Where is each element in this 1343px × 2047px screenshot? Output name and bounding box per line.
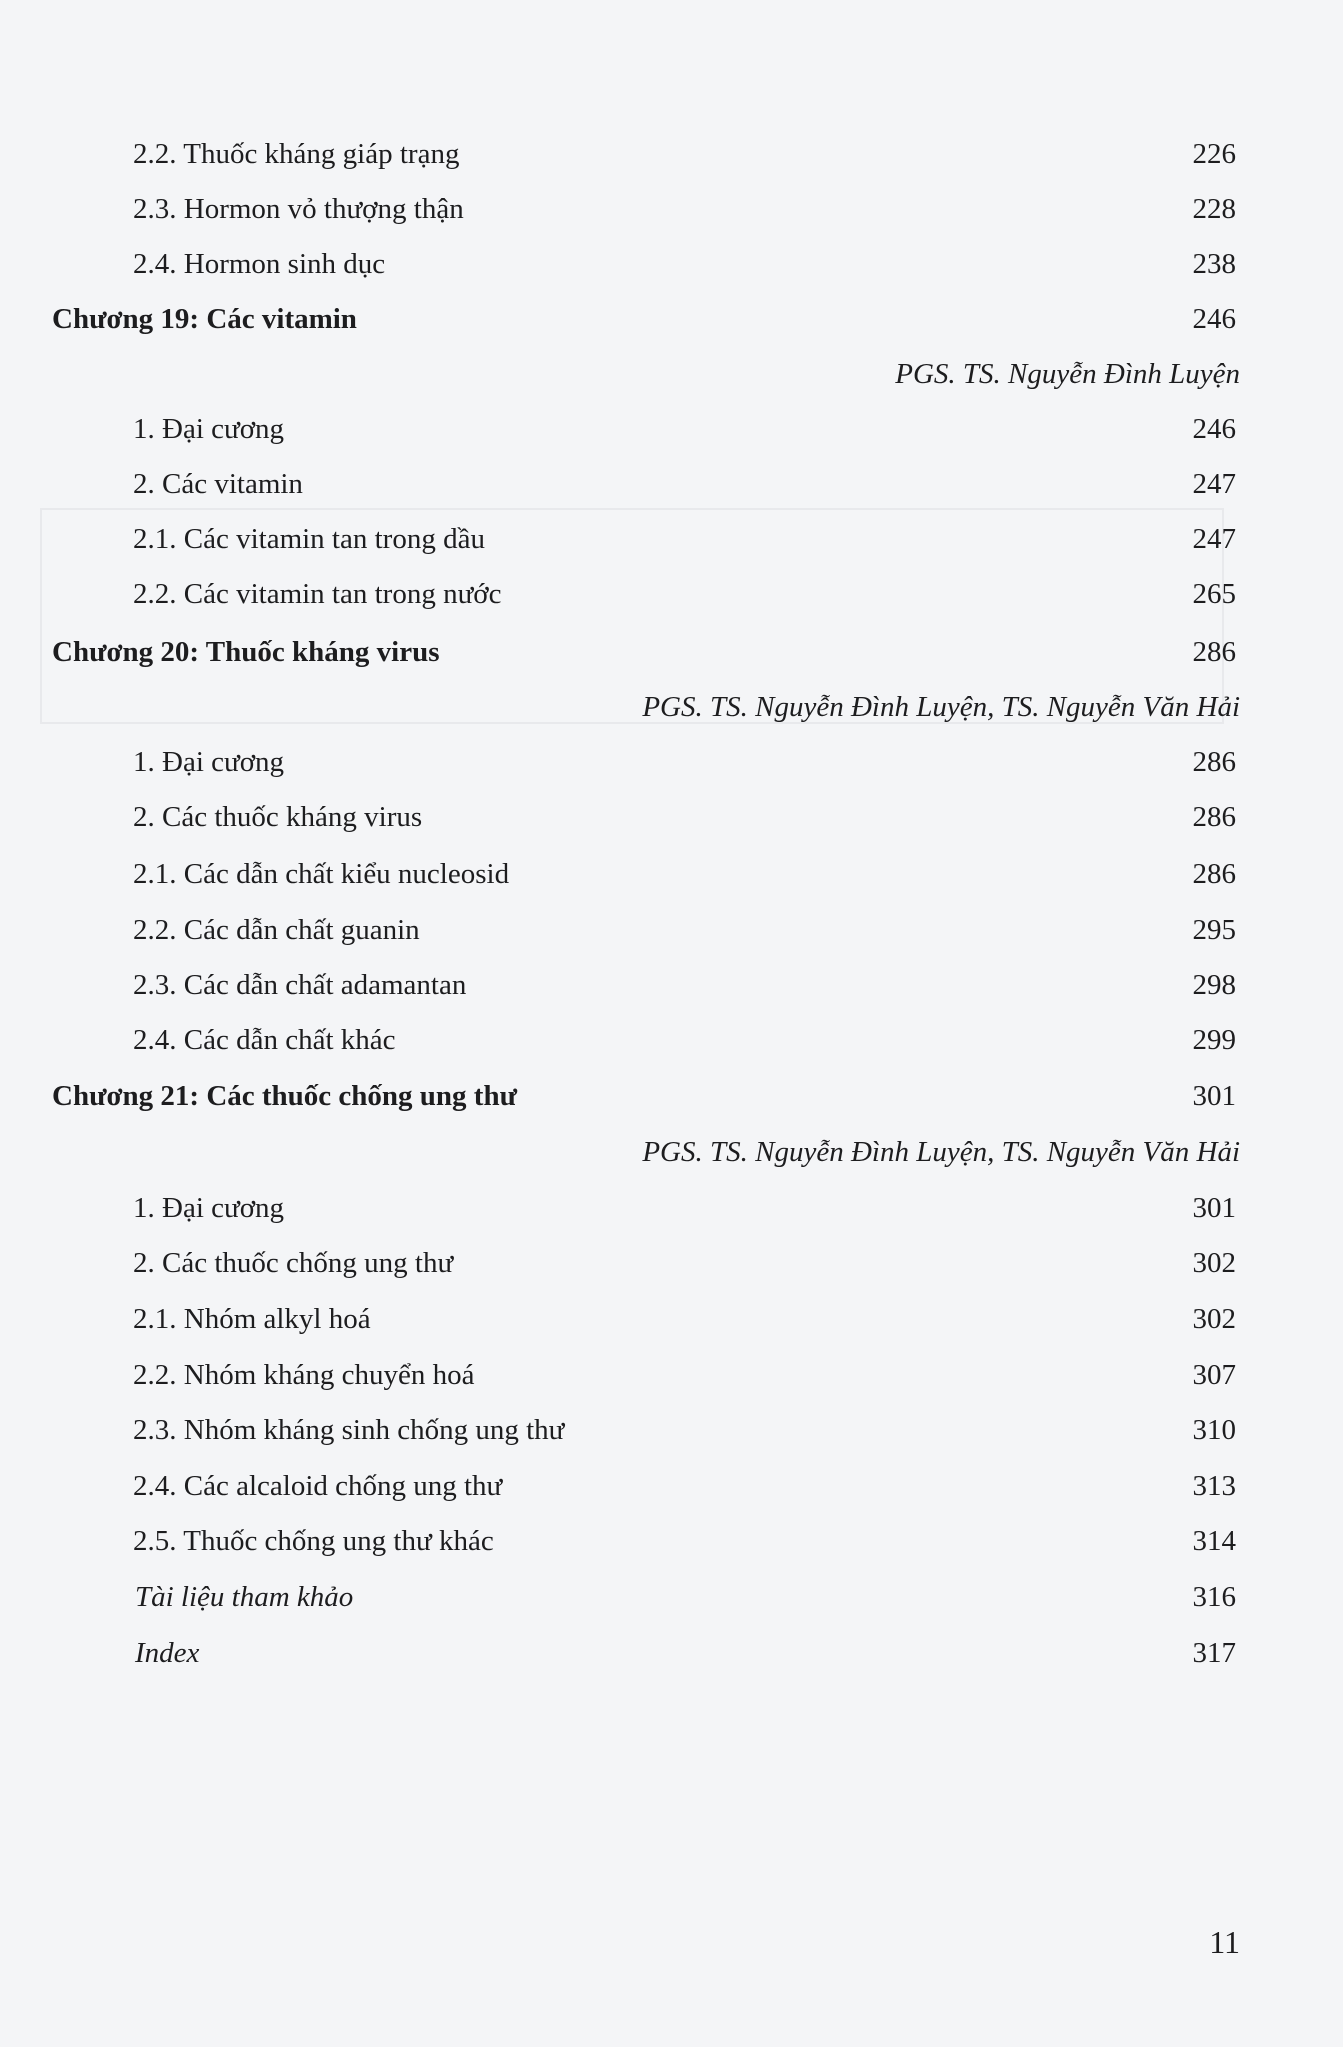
toc-entry-label: Chương 21: Các thuốc chống ung thư: [52, 1080, 517, 1112]
toc-entry-label: 2.1. Nhóm alkyl hoá: [133, 1303, 371, 1335]
toc-entry-label: 2.4. Các alcaloid chống ung thư: [133, 1470, 503, 1502]
toc-entry-index: [0, 1625, 1343, 1681]
toc-entry-page: 286: [1192, 746, 1236, 778]
toc-entry: [0, 846, 1343, 902]
toc-entry-label: 2.2. Các vitamin tan trong nước: [133, 578, 502, 610]
toc-entry: [0, 456, 1343, 512]
toc-entry-page: 302: [1192, 1303, 1236, 1335]
toc-entry: [0, 1012, 1343, 1068]
toc-entry: [0, 1291, 1343, 1347]
toc-entry-page: 295: [1192, 914, 1236, 946]
toc-entry-page: 246: [1192, 303, 1236, 335]
toc-entry-label: 1. Đại cương: [133, 746, 285, 778]
toc-entry: [0, 401, 1343, 457]
toc-entry-page: 238: [1192, 248, 1236, 280]
toc-entry-label: 2.1. Các vitamin tan trong dầu: [133, 523, 485, 555]
toc-entry-label: 2.2. Các dẫn chất guanin: [133, 914, 420, 946]
toc-entry-label: 2.5. Thuốc chống ung thư khác: [133, 1525, 494, 1557]
toc-chapter-heading: [0, 624, 1343, 680]
toc-entry-page: 302: [1192, 1247, 1236, 1279]
toc-entry-label: Index: [135, 1637, 200, 1669]
page-number: 11: [1209, 1924, 1240, 1960]
toc-entry-page: 247: [1192, 523, 1236, 555]
toc-entry: [0, 566, 1343, 622]
toc-entry-references: [0, 1569, 1343, 1625]
toc-entry-page: 286: [1192, 858, 1236, 890]
toc-entry-label: 2. Các vitamin: [133, 468, 303, 500]
toc-entry-page: 298: [1192, 969, 1236, 1001]
toc-entry: [0, 1235, 1343, 1291]
toc-entry-page: 301: [1192, 1080, 1236, 1112]
toc-entry: [0, 236, 1343, 292]
toc-entry-page: 247: [1192, 468, 1236, 500]
toc-entry-page: 226: [1192, 138, 1236, 170]
toc-entry: [0, 126, 1343, 182]
toc-entry-page: 313: [1192, 1470, 1236, 1502]
toc-entry-label: 2.2. Nhóm kháng chuyển hoá: [133, 1359, 475, 1391]
toc-entry: [0, 1458, 1343, 1514]
chapter-author: PGS. TS. Nguyễn Đình Luyện: [895, 358, 1240, 390]
toc-entry-page: 317: [1192, 1637, 1236, 1669]
toc-entry: [0, 1402, 1343, 1458]
toc-entry-label: 2. Các thuốc kháng virus: [133, 801, 423, 833]
toc-entry-label: 2. Các thuốc chống ung thư: [133, 1247, 454, 1279]
toc-entry: [0, 789, 1343, 845]
toc-entry-label: 2.4. Hormon sinh dục: [133, 248, 386, 280]
toc-chapter-heading: [0, 291, 1343, 347]
toc-entry-page: 299: [1192, 1024, 1236, 1056]
toc-entry-page: 307: [1192, 1359, 1236, 1391]
toc-entry-page: 246: [1192, 413, 1236, 445]
toc-entry-label: 2.2. Thuốc kháng giáp trạng: [133, 138, 460, 170]
chapter-author: PGS. TS. Nguyễn Đình Luyện, TS. Nguyễn Văn Hải: [642, 691, 1240, 723]
toc-chapter-heading: [0, 1068, 1343, 1124]
toc-entry: [0, 1347, 1343, 1403]
toc-entry-page: 265: [1192, 578, 1236, 610]
toc-entry: [0, 511, 1343, 567]
toc-entry-page: 310: [1192, 1414, 1236, 1446]
toc-entry-label: 1. Đại cương: [133, 413, 285, 445]
toc-entry-label: Tài liệu tham khảo: [135, 1581, 354, 1613]
toc-entry-page: 316: [1192, 1581, 1236, 1613]
toc-entry-label: 2.3. Các dẫn chất adamantan: [133, 969, 467, 1001]
toc-entry-label: 2.3. Nhóm kháng sinh chống ung thư: [133, 1414, 565, 1446]
toc-entry: [0, 957, 1343, 1013]
toc-entry: [0, 1180, 1343, 1236]
toc-entry-label: 2.1. Các dẫn chất kiểu nucleosid: [133, 858, 510, 890]
toc-entry-label: 2.4. Các dẫn chất khác: [133, 1024, 396, 1056]
toc-entry-page: 301: [1192, 1192, 1236, 1224]
toc-entry-page: 228: [1192, 193, 1236, 225]
toc-entry-label: Chương 19: Các vitamin: [52, 303, 357, 335]
chapter-author: PGS. TS. Nguyễn Đình Luyện, TS. Nguyễn Văn Hải: [642, 1136, 1240, 1168]
toc-entry: [0, 1513, 1343, 1569]
toc-entry: [0, 734, 1343, 790]
toc-entry-label: Chương 20: Thuốc kháng virus: [52, 636, 440, 668]
toc-entry-page: 286: [1192, 636, 1236, 668]
toc-entry: [0, 902, 1343, 958]
toc-entry-label: 2.3. Hormon vỏ thượng thận: [133, 193, 464, 225]
toc-entry-label: 1. Đại cương: [133, 1192, 285, 1224]
toc-entry: [0, 181, 1343, 237]
toc-entry-page: 286: [1192, 801, 1236, 833]
toc-entry-page: 314: [1192, 1525, 1236, 1557]
